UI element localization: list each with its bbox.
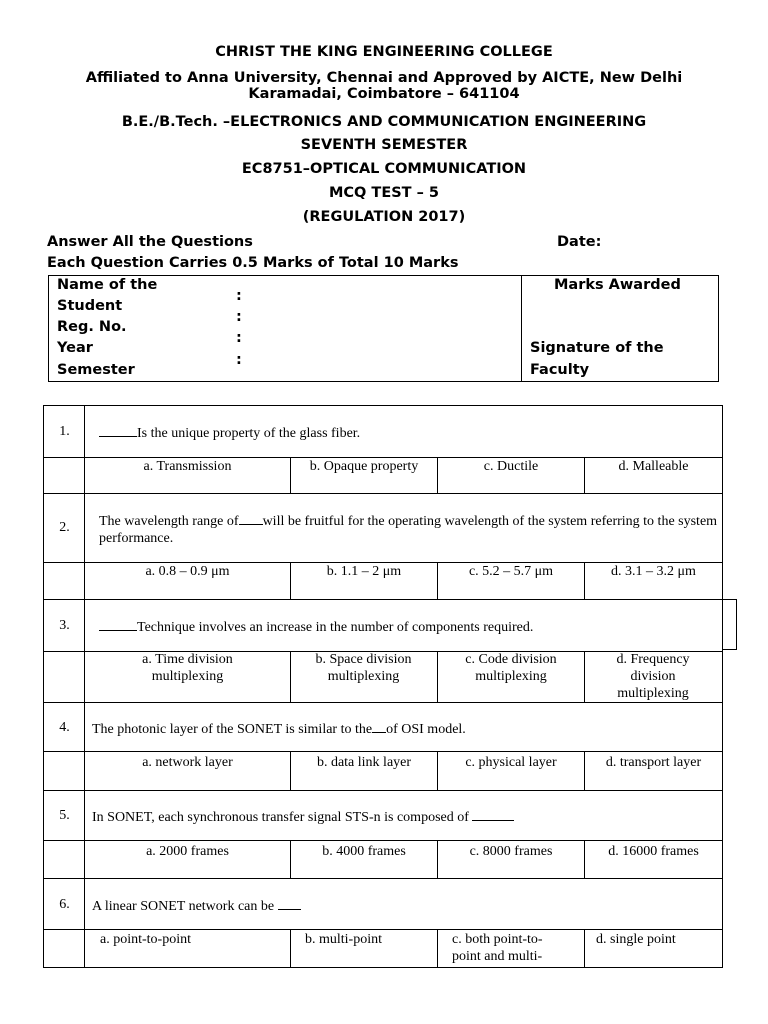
option-2d[interactable]: d. 3.1 – 3.2 μm [611,564,696,579]
option-3a[interactable]: a. Time division multiplexing [142,652,233,684]
department-title: B.E./B.Tech. –ELECTRONICS AND COMMUNICATION ENGINEERING [121,114,647,130]
info-box-divider [521,276,522,382]
question-number-5: 5. [59,808,70,823]
answer-blank [372,720,386,733]
option-4b[interactable]: b. data link layer [316,755,412,770]
college-name: CHRIST THE KING ENGINEERING COLLEGE [215,44,553,60]
option-1d[interactable]: d. Malleable [618,459,689,474]
question-block-4 [43,702,723,791]
option-6a[interactable]: a. point-to-point [100,932,191,947]
question-block-1 [43,405,723,494]
question-number-3: 3. [59,618,70,633]
option-4d[interactable]: d. transport layer [605,755,702,770]
question-number-2: 2. [59,520,70,535]
question-number-1: 1. [59,424,70,439]
year-label: Year [57,340,93,356]
name-colon: : [236,288,242,304]
question-text-5: In SONET, each synchronous transfer signal STS-n is composed of [92,808,514,826]
name-label-line-2: Student [57,298,123,314]
question-block-6 [43,878,723,968]
answer-blank [99,424,137,437]
course-title: EC8751–OPTICAL COMMUNICATION [241,161,527,177]
semester-label: Semester [57,362,135,378]
option-3d[interactable]: d. Frequency division multiplexing [616,652,690,701]
option-3c[interactable]: c. Code division multiplexing [465,652,557,684]
option-4c[interactable]: c. physical layer [465,755,557,770]
option-5a[interactable]: a. 2000 frames [146,844,229,859]
semester-title: SEVENTH SEMESTER [300,137,468,153]
semester-colon: : [236,352,242,368]
answer-blank [278,897,301,910]
question-block-2 [43,493,723,600]
option-5b[interactable]: b. 4000 frames [322,844,406,859]
option-1c[interactable]: c. Ductile [483,459,539,474]
option-6d[interactable]: d. single point [596,932,676,947]
test-title: MCQ TEST – 5 [328,185,439,201]
option-2a[interactable]: a. 0.8 – 0.9 μm [145,564,230,579]
marks-awarded-label: Marks Awarded [554,277,681,293]
option-5d[interactable]: d. 16000 frames [608,844,699,859]
year-colon: : [236,330,242,346]
reg-colon: : [236,309,242,325]
option-3b[interactable]: b. Space division multiplexing [315,652,412,684]
question-text-6: A linear SONET network can be [92,897,301,915]
regulation-title: (REGULATION 2017) [302,209,466,225]
name-label-line-1: Name of the [57,277,158,293]
question-3-border-overhang [722,599,737,650]
answer-blank [99,618,137,631]
answer-blank [239,512,263,525]
question-block-5 [43,790,723,879]
option-1a[interactable]: a. Transmission [143,459,232,474]
date-label: Date: [557,234,602,250]
option-4a[interactable]: a. network layer [142,755,233,770]
question-text-4: The photonic layer of the SONET is similar to the of OSI model. [92,722,466,737]
question-text-3: Technique involves an increase in the number of components required. [99,618,533,636]
option-5c[interactable]: c. 8000 frames [469,844,553,859]
affiliation-line-2: Karamadai, Coimbatore – 641104 [248,86,520,102]
instruction-marks: Each Question Carries 0.5 Marks of Total 10 Marks [47,255,459,271]
question-block-3 [43,599,723,703]
affiliation-line-1: Affiliated to Anna University, Chennai and Approved by AICTE, New Delhi [85,70,683,86]
option-1b[interactable]: b. Opaque property [309,459,419,474]
signature-label-line-2: Faculty [530,362,590,378]
option-2c[interactable]: c. 5.2 – 5.7 μm [468,564,554,579]
reg-no-label: Reg. No. [57,319,127,335]
option-6b[interactable]: b. multi-point [305,932,382,947]
question-text-1: Is the unique property of the glass fiber. [99,424,360,442]
option-2b[interactable]: b. 1.1 – 2 μm [326,564,402,579]
instruction-answer-all: Answer All the Questions [47,234,253,250]
answer-blank [472,808,514,821]
option-6c[interactable]: c. both point-to-point and multi- [452,932,543,964]
question-number-6: 6. [59,897,70,912]
question-number-4: 4. [59,720,70,735]
student-info-box [48,275,719,382]
signature-label-line-1: Signature of the [530,340,664,356]
question-text-2: The wavelength range of will be fruitful for the operating wavelength of the system referring to the system performance. [99,514,718,546]
